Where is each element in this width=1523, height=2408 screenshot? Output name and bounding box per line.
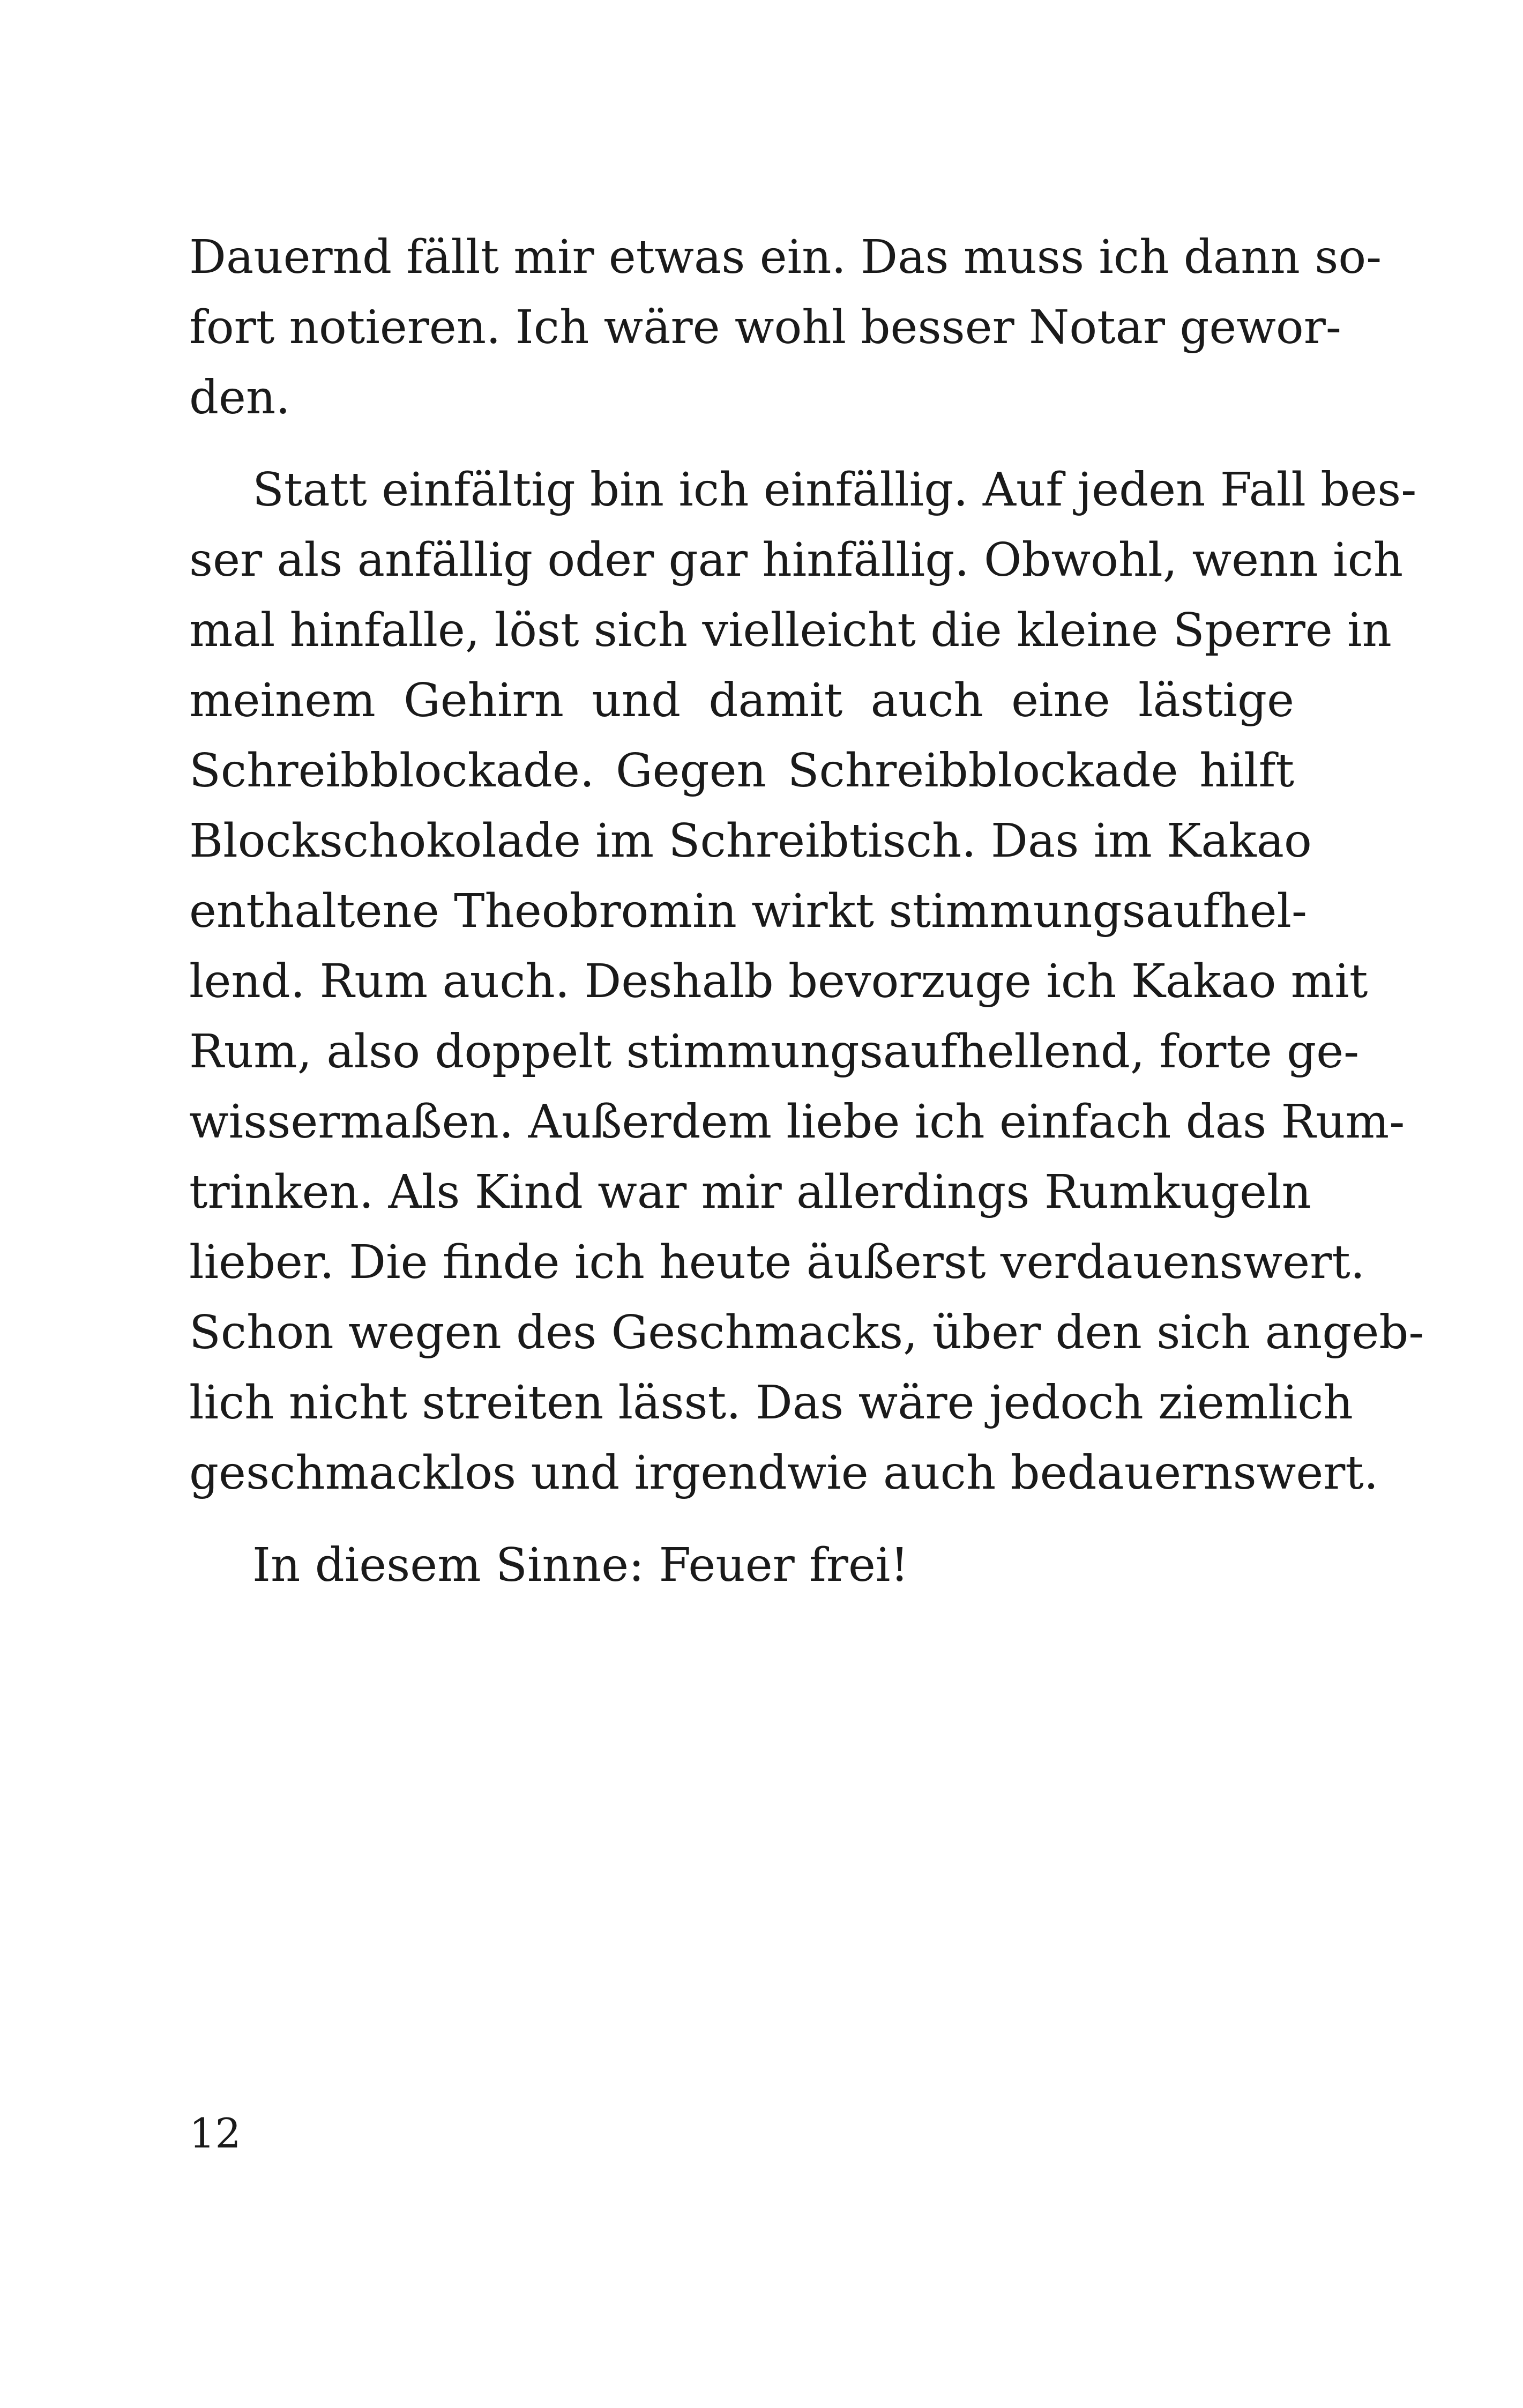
- text-line: lieber. Die finde ich heute äußerst verdauenswert.: [189, 1236, 1365, 1289]
- text-line: meinem Gehirn und damit auch eine lästige: [189, 674, 1294, 727]
- text-line: fort notieren. Ich wäre wohl besser Notar gewor-: [189, 301, 1341, 354]
- text-line: mal hinfalle, löst sich vielleicht die kleine Sperre in: [189, 604, 1392, 657]
- text-line: geschmacklos und irgendwie auch bedauernswert.: [189, 1446, 1379, 1500]
- text-line: den.: [189, 371, 290, 425]
- text-line: In diesem Sinne: Feuer frei!: [252, 1539, 909, 1592]
- text-line: enthaltene Theobromin wirkt stimmungsaufhel-: [189, 885, 1308, 938]
- text-line: wissermaßen. Außerdem liebe ich einfach das Rum-: [189, 1095, 1405, 1149]
- body-text: [189, 222, 1424, 1601]
- page-number: 12: [189, 2109, 241, 2157]
- text-line: ser als anfällig oder gar hinfällig. Obwohl, wenn ich: [189, 533, 1403, 587]
- paragraph-gap: [189, 1508, 1294, 1530]
- text-line: Rum, also doppelt stimmungsaufhellend, forte ge-: [189, 1025, 1360, 1079]
- text-line: Schon wegen des Geschmacks, über den sich angeb-: [189, 1306, 1424, 1359]
- text-line: Blockschokolade im Schreibtisch. Das im Kakao: [189, 814, 1312, 868]
- text-line: Schreibblockade. Gegen Schreibblockade hilft: [189, 744, 1294, 798]
- text-line: Dauernd fällt mir etwas ein. Das muss ich dann so-: [189, 231, 1382, 284]
- text-line: Statt einfältig bin ich einfällig. Auf jeden Fall bes-: [252, 463, 1417, 517]
- paragraph-gap: [189, 433, 1294, 455]
- text-line: lend. Rum auch. Deshalb bevorzuge ich Kakao mit: [189, 955, 1368, 1008]
- text-line: lich nicht streiten lässt. Das wäre jedoch ziemlich: [189, 1376, 1353, 1430]
- text-line: trinken. Als Kind war mir allerdings Rumkugeln: [189, 1165, 1311, 1219]
